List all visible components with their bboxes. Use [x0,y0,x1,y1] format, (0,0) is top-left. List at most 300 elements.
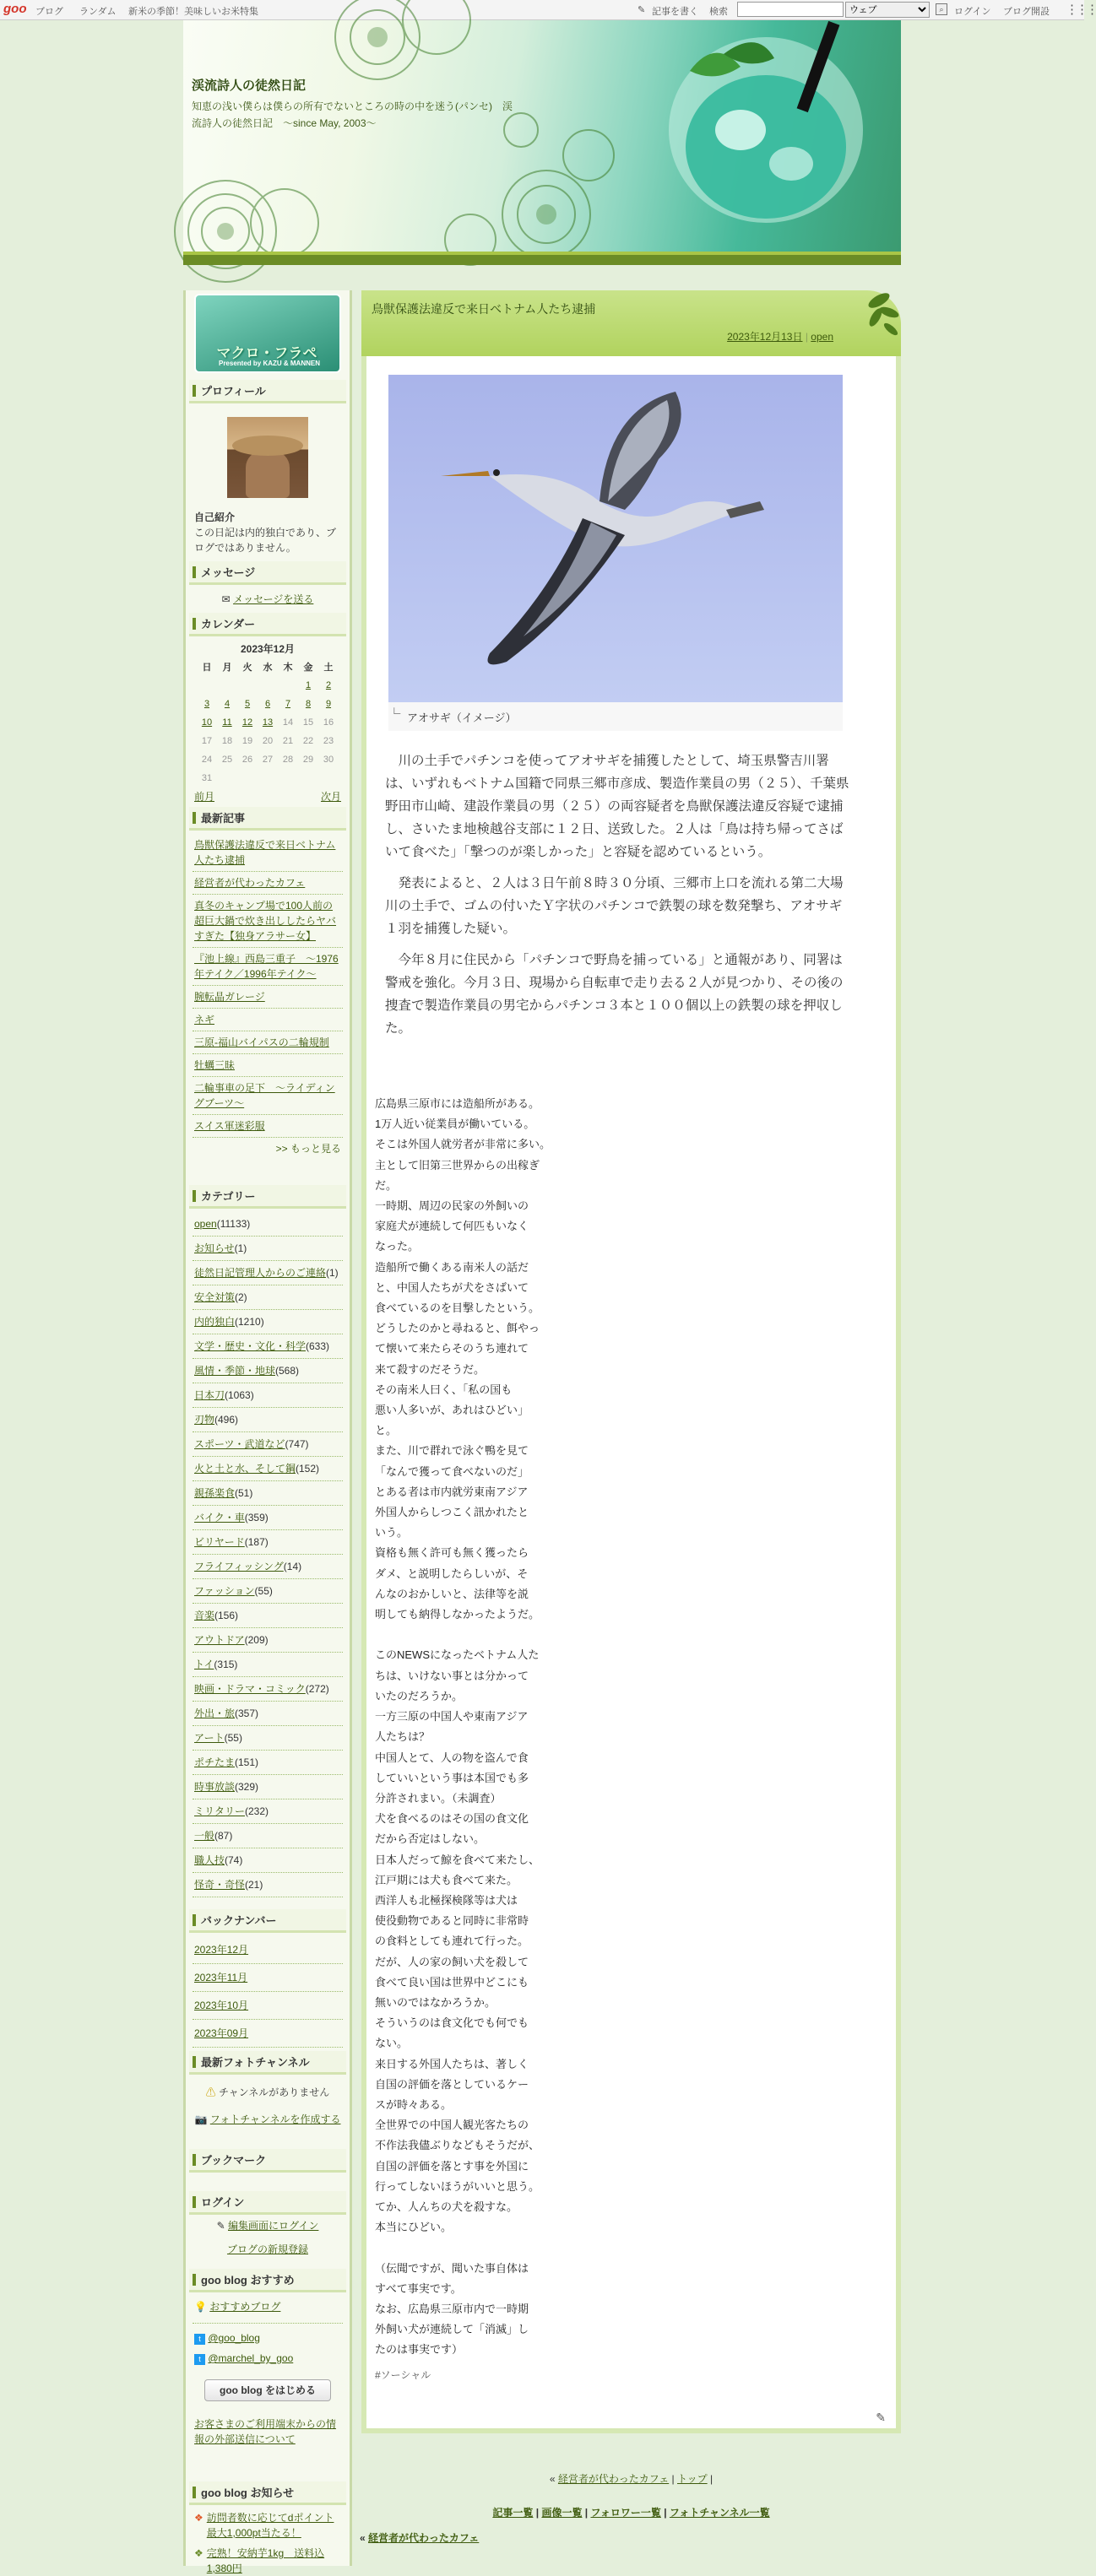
entry-text-line: 本当にひどい。 [375,2221,453,2234]
calendar-day [278,676,298,695]
macro-frappe-banner[interactable]: マクロ・フラペ Presented by KAZU & MANNEN [194,294,341,373]
category-link[interactable]: 怪奇・奇怪 [194,1879,246,1891]
recent-post-link[interactable]: 鳥獣保護法違反で来日ベトナム人たち逮捕 [194,839,336,866]
entry-text-line [375,2238,578,2258]
recent-post-link[interactable]: スイス軍迷彩服 [194,1120,265,1132]
entry-text-line: 食べて良い国は世界中どこにも [375,1975,529,1989]
calendar-day [318,769,339,787]
category-link[interactable]: 親孫楽食 [194,1487,236,1499]
category-count: (151) [235,1756,259,1768]
recent-post-link[interactable]: 腕転晶ガレージ [194,991,265,1003]
calendar-day[interactable]: 4 [224,699,231,709]
search-input[interactable] [737,2,844,17]
prev-entry-line: « 経営者が代わったカフェ [360,2532,480,2544]
calendar-day: 23 [323,736,334,746]
photo-channel-list-link[interactable]: フォトチャンネル一覧 [669,2507,770,2519]
category-link[interactable]: ファッション [194,1585,255,1597]
entry-text-line: 分許されまい。（未調査） [375,1791,502,1805]
grid-menu-icon[interactable]: ⋮⋮⋮ [1066,3,1096,17]
calendar-day [217,769,237,787]
recent-posts-section [186,807,350,1156]
category-link[interactable]: 外出・旅 [194,1707,236,1719]
entry-text-line: いう。 [375,1526,409,1540]
category-item [186,1408,350,1431]
recent-post-link[interactable]: 経営者が代わったカフェ [194,877,306,889]
category-item [186,1481,350,1505]
bulb-icon: 💡 [194,2301,207,2313]
category-count: (496) [214,1414,239,1426]
category-item [186,1702,350,1725]
recommend-heading: goo blog おすすめ [189,2269,346,2292]
entry-text-line: いたのだろうか。 [375,1689,464,1702]
send-message-link[interactable]: メッセージを送る [233,593,314,605]
entry-text-line: 西洋人も北極探検隊等は犬は [375,1893,518,1907]
bookmark-heading: ブックマーク [189,2149,346,2173]
camera-icon: 📷 [194,2113,208,2125]
category-count: (1) [234,1242,247,1254]
recent-post-item [186,872,350,894]
category-item [186,1604,350,1627]
profile-section [186,380,350,555]
goo-top-bar [0,0,1096,20]
calendar-weekday: 月 [222,663,232,673]
calendar-weekday: 水 [263,663,273,673]
entry-text-line: 外国人からしつこく訊かれたと [375,1506,529,1519]
entry-text-line: と、中国人たちが犬をさばいて [375,1280,529,1294]
calendar-day: 17 [201,736,213,746]
category-item [186,1726,350,1750]
calendar-day: 25 [221,755,233,765]
news-item-imo[interactable]: 完熟！安納芋1kg 送料込1,380円 [206,2547,325,2574]
category-count: (74) [225,1854,243,1866]
message-heading: メッセージ [189,561,346,585]
category-count: (329) [235,1781,259,1793]
prev-post-link[interactable]: 経営者が代わったカフェ [557,2473,670,2485]
category-item [186,1775,350,1799]
search-label: 検索 [709,7,728,17]
category-count: (568) [275,1365,300,1377]
category-item [186,1212,350,1236]
backnumber-link[interactable]: 2023年10月 [194,2000,249,2011]
calendar-weekday: 日 [202,663,212,673]
pencil-icon: ✎ [216,2220,225,2232]
calendar-day: 20 [262,736,274,746]
category-count: (21) [245,1879,263,1891]
category-item [186,1359,350,1383]
login-heading: ログイン [189,2191,346,2215]
goo-recommend-section [186,2269,350,2447]
category-item [186,1848,350,1872]
twitter-marchel-link[interactable]: @marchel_by_goo [208,2352,294,2364]
recent-post-link[interactable]: 三原-福山バイパスの二輪規制 [194,1036,329,1048]
recent-post-link[interactable]: 牡蠣三昧 [194,1059,236,1071]
caption-corner-icon: ∟ [392,704,403,717]
category-link[interactable]: 徒然日記管理人からのご連絡 [194,1267,327,1279]
calendar-day [197,676,217,695]
profile-heading: プロフィール [189,380,346,403]
category-link[interactable]: 音楽 [194,1610,215,1621]
entry-text-line: 来て殺すのだそうだ。 [375,1362,486,1376]
sidebar [183,290,352,2574]
divider [193,2047,343,2048]
category-link[interactable]: 風情・季節・地球 [194,1365,276,1377]
category-item [186,1261,350,1285]
entry-text-line: 広島県三原市には造船所がある。 [375,1097,540,1110]
calendar-table [197,658,339,787]
calendar-day[interactable]: 7 [285,699,291,709]
category-link[interactable]: スポーツ・武道など [194,1438,285,1450]
category-item [186,1457,350,1480]
category-link[interactable]: お知らせ [194,1242,235,1254]
follower-list-link[interactable]: フォロワー一覧 [590,2507,661,2519]
category-link[interactable]: 刃物 [194,1414,215,1426]
entry-title[interactable]: 鳥獣保護法違反で来日ベトナム人たち逮捕 [372,302,596,316]
calendar-day: 21 [282,736,294,746]
profile-intro: この日記は内的独白であり、ブログではありません。 [194,527,337,554]
category-link[interactable]: 日本刀 [194,1389,225,1401]
entry-text-line: （伝聞ですが、聞いた事自体は [375,2261,529,2275]
entry-text-line: そこは外国人就労者が非常に多い。 [375,1138,551,1151]
category-item [186,1506,350,1529]
category-item [186,1237,350,1260]
recent-posts-heading: 最新記事 [189,807,346,831]
entry-text-line: 江戸期には犬も食べて来た。 [375,1873,518,1886]
entry-text-line: 無いのではなかろうか。 [375,1995,496,2009]
category-link[interactable]: 火と土と水、そして鋼 [194,1463,296,1475]
recent-post-link[interactable]: ネギ [194,1014,215,1026]
prev-entry-link[interactable]: 経営者が代わったカフェ [368,2532,480,2544]
category-link[interactable]: 一般 [194,1830,215,1842]
category-item [186,1873,350,1897]
calendar-day[interactable]: 2 [325,680,332,690]
category-count: (187) [244,1536,269,1548]
recent-post-link[interactable]: 真冬のキャンプ場で100人前の超巨大鍋で炊き出ししたらヤバすぎた【独身アラサー女】 [194,900,337,942]
category-count: (51) [235,1487,253,1499]
start-goo-blog-button[interactable]: goo blog をはじめる [204,2379,331,2401]
entry-text-line: んなのおかしいと、法律等を説 [375,1587,529,1600]
post-list-link[interactable]: 記事一覧 [492,2507,534,2519]
calendar-day: 27 [262,755,274,765]
entry-text-line: 家庭犬が連続して何匹もいなく [375,1220,529,1233]
category-count: (357) [235,1707,259,1719]
envelope-icon: ✉ [221,593,231,605]
category-heading: カテゴリー [189,1185,346,1209]
open-blog-link[interactable]: ブログ開設 [1003,7,1050,17]
category-link[interactable]: ポチたま [194,1756,236,1768]
entry-text-line: このNEWSになったベトナム人た [375,1648,540,1662]
news-item-dpoint[interactable]: 訪問者数に応じてdポイント最大1,000pt当たる！ [206,2512,334,2539]
entry-date[interactable]: 2023年12月13日 [727,331,803,343]
category-item [186,1677,350,1701]
entry-text-line [375,1625,578,1645]
category-item [186,1628,350,1652]
category-count: (14) [283,1561,302,1572]
entry-text-line: 一時期、周辺の民家の外飼いの [375,1199,529,1213]
entry-text-line: 主として旧第三世界からの出稼ぎ [375,1158,540,1172]
recent-post-item [186,1077,350,1114]
top-link[interactable]: トップ [677,2473,708,2485]
divider [193,1137,343,1138]
photo-channel-heading: 最新フォトチャンネル [189,2051,346,2075]
calendar-weekday: 土 [323,663,334,673]
entry-text-line: その南米人曰く、「私の国も [375,1383,513,1396]
recent-post-item [186,1115,350,1137]
category-item [186,1653,350,1676]
entry-text-line: 1万人近い従業員が働いている。 [375,1118,535,1131]
category-count: (87) [214,1830,233,1842]
entry-nav: « 経営者が代わったカフェ | トップ | [549,2473,713,2485]
category-link[interactable]: アート [194,1732,225,1744]
calendar-heading: カレンダー [189,613,346,636]
blog-description: 知恵の浅い僕らは僕らの所有でないところの時の中を迷う(パンセ) 渓流詩人の徒然日記 ～since May, 2003～ [192,100,513,129]
image-list-link[interactable]: 画像一覧 [541,2507,583,2519]
calendar-day: 28 [282,755,294,765]
external-transmission-notice-link[interactable]: お客さまのご利用端末からの情報の外部送信について [194,2418,337,2445]
category-link[interactable]: フライフィッシング [194,1561,284,1572]
leaf-decoration-icon [845,285,904,344]
twitter-icon: t [194,2334,205,2345]
calendar-day: 29 [302,755,314,765]
gift-icon: ❖ [194,2512,203,2524]
category-count: (2) [235,1291,247,1303]
backnumber-item [186,1936,350,1963]
category-link[interactable]: 安全対策 [194,1291,236,1303]
entry-header: 鳥獣保護法違反で来日ベトナム人たち逮捕 2023年12月13日 | open [361,290,901,356]
calendar-day: 18 [221,736,233,746]
edit-login-link[interactable]: 編集画面にログイン [228,2220,319,2232]
calendar-day: 16 [323,717,334,728]
calendar-day: 26 [241,755,253,765]
twitter-icon: t [194,2354,205,2365]
calendar-day[interactable]: 8 [305,699,312,709]
entry-text-line: 自国の評価を落とす事を外国に [375,2159,529,2173]
category-link[interactable]: 職人技 [194,1854,225,1866]
calendar-day [217,676,237,695]
category-count: (633) [306,1340,330,1352]
calendar-day: 14 [282,717,294,728]
heron-photo [388,375,843,702]
backnumber-link[interactable]: 2023年12月 [194,1944,249,1956]
avatar [227,417,308,498]
recent-post-item [186,948,350,985]
news-quote [385,750,854,1040]
entry-text-line: ダメ、と説明したらしいが、そ [375,1567,529,1580]
entry-text-line: 人たちは？ [375,1730,431,1744]
category-link[interactable]: トイ [194,1659,214,1670]
calendar-day[interactable]: 11 [222,717,232,728]
calendar-day[interactable]: 13 [262,717,274,728]
category-item [186,1334,350,1358]
category-link[interactable]: 映画・ドラマ・コミック [194,1683,306,1695]
category-count: (152) [296,1463,320,1475]
goo-logo[interactable]: goo [3,2,27,16]
entry-text-line: 不作法我儘ぶりなどもそうだが、 [375,2139,540,2152]
calendar-day: 19 [241,736,253,746]
category-count: (272) [305,1683,329,1695]
backnumber-item [186,1964,350,1991]
recent-post-item [186,834,350,871]
entry-text-line: てか、人んちの犬を殺すな。 [375,2200,518,2213]
calendar-day: 30 [323,755,334,765]
entry-text-line: 自国の評価を落としているケー [375,2077,529,2091]
pencil-icon: ✎ [638,5,646,15]
header-band [183,252,901,265]
entry-text-line: なお、広島県三原市内で一時期 [375,2302,529,2315]
entry-text-line: していいという事は本国でも多 [375,1771,529,1784]
category-count: (55) [254,1585,273,1597]
calendar-day: 22 [302,736,314,746]
more-posts-link[interactable]: >> もっと見る [275,1143,341,1155]
entry-text-line: ない。 [375,2037,409,2050]
calendar-weekday: 金 [303,663,313,673]
calendar-day [237,769,258,787]
entry-text-line: 使役動物であると同時に非常時 [375,1914,529,1928]
category-link[interactable]: 文学・歴史・文化・科学 [194,1340,307,1352]
category-item [186,1555,350,1578]
calendar-prev-link[interactable]: 前月 [194,791,215,803]
entry-text-line: 犬を食べるのはその国の食文化 [375,1812,529,1826]
calendar-day[interactable]: 9 [325,699,332,709]
calendar-day[interactable]: 10 [201,717,213,728]
calendar-day[interactable]: 12 [241,717,253,728]
warning-icon: ⚠ [205,2086,216,2098]
category-count: (315) [214,1659,238,1670]
register-link[interactable]: ブログの新規登録 [226,2243,308,2255]
entry-text-line: 造船所で働くある南米人の話だ [375,1260,529,1274]
no-channel-text: チャンネルがありません [219,2086,330,2098]
entry-text-line: たのは事実です） [375,2343,464,2357]
category-link[interactable]: バイク・車 [194,1512,245,1523]
calendar-day[interactable]: 1 [305,680,312,690]
category-link[interactable]: ミリタリー [194,1805,246,1817]
category-count: (156) [214,1610,239,1621]
category-link[interactable]: 内的独白 [194,1316,236,1328]
topbar-link-rice-feature[interactable]: 新米の季節！美味しいお米特集 [128,7,258,17]
news-paragraph: 今年８月に住民から「パチンコで野鳥を捕っている」と通報があり、同署は警戒を強化。今月３日、現場から自転車で走り去る２人が見つかり、その後の捜査で製造作業員の男宅からパチンコ３本と１００個以上の鉄製の球を押収した。 [385,953,844,1036]
entry-text-line: と。 [375,1424,398,1437]
backnumber-link[interactable]: 2023年09月 [194,2027,249,2039]
category-link[interactable]: open [194,1218,217,1230]
category-count: (1210) [235,1316,264,1328]
twitter-goo-blog-link[interactable]: @goo_blog [208,2332,260,2344]
category-count: (359) [244,1512,269,1523]
calendar-day [258,769,278,787]
category-link[interactable]: ビリヤード [194,1536,245,1548]
entry-text-line: の食料としても連れて行った。 [375,1935,529,1948]
category-section [186,1185,350,1897]
lace-decoration [183,20,901,265]
category-count: (232) [245,1805,269,1817]
category-count: (55) [224,1732,242,1744]
entry-text-line: だから否定はしない。 [375,1832,486,1846]
entry-column [360,290,901,2544]
recent-post-item [186,895,350,947]
message-section [186,561,350,607]
news-paragraph: 発表によると、２人は３日午前８時３０分頃、三郷市上口を流れる第二大場川の土手で、ゴムの付いたＹ字状のパチンコで鉄製の球を数発撃ち、アオサギ１羽を捕獲した疑い。 [385,876,844,936]
entry-body [361,356,901,2433]
category-item [186,1383,350,1407]
recent-post-item [186,1031,350,1053]
entry-text-line: 資格も無く許可も無く獲ったら [375,1546,529,1560]
category-link[interactable]: 時事放談 [194,1781,236,1793]
entry-text-line: だが、人の家の飼い犬を殺して [375,1955,529,1968]
calendar-day: 15 [302,717,314,728]
photo-channel-section [186,2051,350,2127]
category-count: (747) [285,1438,309,1450]
entry-text-line: 日本人だって鯨を食べて来たし、 [375,1853,540,1866]
profile-intro-label: 自己紹介 [194,511,236,523]
login-section [186,2191,350,2257]
calendar-day[interactable]: 6 [264,699,271,709]
category-count: (209) [244,1634,269,1646]
news-heading: goo blog お知らせ [189,2481,346,2505]
entry-text-line: 行ってしないほうがいいと思う。 [375,2179,540,2193]
entry-text-line: スが時々ある。 [375,2097,453,2111]
bookmark-section [186,2149,350,2173]
backnumber-heading: バックナンバー [189,1909,346,1933]
backnumber-link[interactable]: 2023年11月 [194,1972,248,1983]
entry-text-line: だ。 [375,1178,398,1192]
entry-text-line: 来日する外国人たちは、著しく [375,2057,529,2070]
blog-header [183,20,901,265]
recommend-blog-link[interactable]: おすすめブログ [209,2301,281,2313]
login-link[interactable]: ログイン [954,7,991,17]
recent-post-link[interactable]: 『池上線』西島三重子 ～1976年テイク／1996年テイク～ [194,953,339,980]
category-item [186,1751,350,1774]
create-photo-channel-link[interactable]: フォトチャンネルを作成する [209,2113,341,2125]
entry-text-line: とある者は市内就労東南アジア [375,1485,529,1498]
entry-text-line: 全世界での中国人観光客たちの [375,2119,529,2132]
recent-post-item [186,1054,350,1076]
category-item [186,1579,350,1603]
calendar-weekday: 木 [283,663,293,673]
calendar-day[interactable]: 3 [203,699,210,709]
entry-text-line: ちは、いけない事とは分かって [375,1669,529,1682]
entry-text-line: 食べているのを目撃したという。 [375,1302,540,1315]
social-tag[interactable]: #ソーシャル [375,2369,431,2381]
entry-text-line: なった。 [375,1240,420,1253]
recent-post-link[interactable]: 二輪事車の足下 ～ライディングブーツ～ [194,1082,335,1109]
calendar-day: 24 [201,755,213,765]
write-post-link[interactable]: 記事を書く [652,7,698,17]
entry-text-line: また、川で群れで泳ぐ鴨を見て [375,1444,529,1458]
topbar-link-blog[interactable]: ブログ [35,7,63,17]
category-count: (11133) [216,1218,251,1230]
entry-category-link[interactable]: open [811,331,833,343]
category-count: (1063) [225,1389,254,1401]
blog-title[interactable]: 渓流詩人の徒然日記 [192,78,307,93]
category-item [186,1285,350,1309]
calendar-day[interactable]: 5 [244,699,251,709]
recent-post-item [186,986,350,1008]
calendar-weekday: 火 [242,663,252,673]
category-link[interactable]: アウトドア [194,1634,245,1646]
entry-text-line: すべて事実です。 [375,2281,462,2295]
entry-text-line: 中国人とて、人の物を盗んで食 [375,1751,529,1764]
edit-pencil-icon[interactable]: ✎ [876,2411,886,2424]
category-item [186,1530,350,1554]
calendar-next-link[interactable]: 次月 [320,791,341,803]
calendar-section [186,613,350,806]
search-scope-select[interactable] [845,2,930,18]
image-caption: ∟ アオサギ（イメージ） [388,702,843,731]
topbar-link-random[interactable]: ランダム [79,7,117,17]
category-count: (1) [326,1267,339,1279]
search-icon[interactable]: ⌕ [936,3,947,15]
recent-post-item [186,1009,350,1031]
gift-icon: ❖ [194,2547,203,2559]
list-links: 記事一覧 | 画像一覧 | フォロワー一覧 | フォトチャンネル一覧 [492,2507,770,2519]
